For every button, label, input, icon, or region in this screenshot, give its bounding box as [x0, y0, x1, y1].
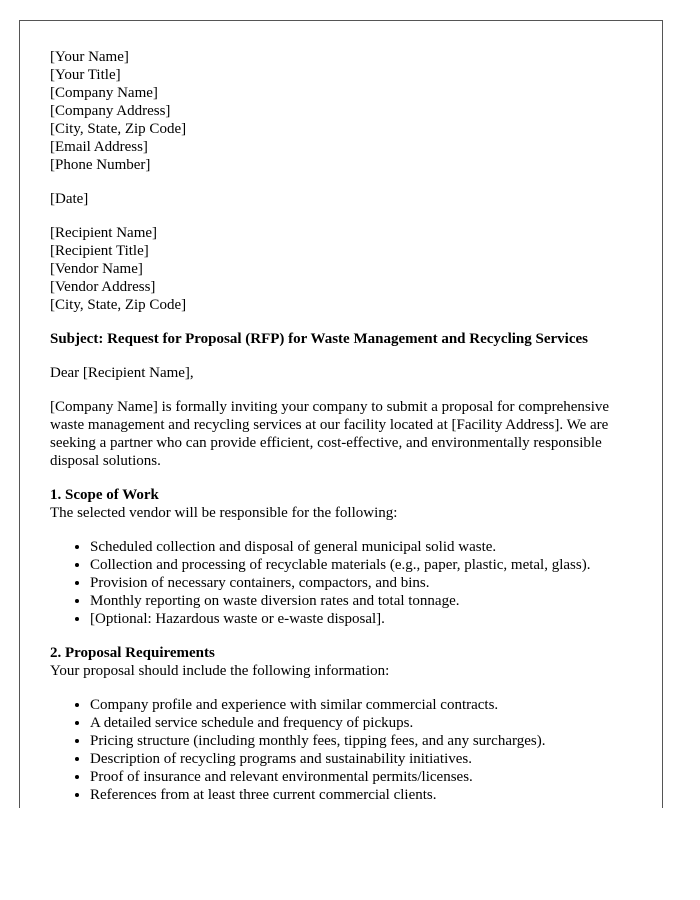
recipient-line: [Vendor Address] [50, 279, 156, 295]
list-item: • Company profile and experience with similar commercial contracts. [90, 696, 632, 714]
section-lead: The selected vendor will be responsible for the following: [50, 505, 398, 521]
sender-line: [Email Address] [50, 139, 148, 155]
list-item: • Scheduled collection and disposal of general municipal solid waste. [90, 538, 632, 556]
recipient-line: [City, State, Zip Code] [50, 297, 187, 313]
list-item: • [Optional: Hazardous waste or e-waste disposal]. [90, 610, 632, 628]
sender-line: [Your Name] [50, 49, 129, 65]
sender-line: [City, State, Zip Code] [50, 121, 187, 137]
recipient-line: [Recipient Title] [50, 243, 149, 259]
letter-page [19, 20, 663, 808]
subject-line: Subject: Request for Proposal (RFP) for Waste Management and Recycling Services [50, 331, 588, 347]
sender-line: [Company Address] [50, 103, 171, 119]
list-item: • Description of recycling programs and sustainability initiatives. [90, 750, 632, 768]
list-item: • A detailed service schedule and frequency of pickups. [90, 714, 632, 732]
recipient-line: [Recipient Name] [50, 225, 158, 241]
recipient-block [50, 224, 632, 314]
date: [Date] [50, 191, 89, 207]
sender-line: [Phone Number] [50, 157, 151, 173]
scope-list [50, 538, 632, 628]
salutation: Dear [Recipient Name], [50, 365, 194, 381]
list-item: • Pricing structure (including monthly fees, tipping fees, and any surcharges). [90, 732, 632, 750]
list-item: • Collection and processing of recyclable materials (e.g., paper, plastic, metal, glass). [90, 556, 632, 574]
list-item: • References from at least three current commercial clients. [90, 786, 632, 804]
sender-block [50, 48, 632, 174]
section-heading-requirements: 2. Proposal Requirements [50, 645, 215, 661]
sender-line: [Company Name] [50, 85, 158, 101]
recipient-line: [Vendor Name] [50, 261, 143, 277]
list-item: • Proof of insurance and relevant environmental permits/licenses. [90, 768, 632, 786]
requirements-list [50, 696, 632, 804]
sender-line: [Your Title] [50, 67, 121, 83]
list-item: • Provision of necessary containers, compactors, and bins. [90, 574, 632, 592]
list-item: • Monthly reporting on waste diversion rates and total tonnage. [90, 592, 632, 610]
section-heading-scope: 1. Scope of Work [50, 487, 159, 503]
section-lead: Your proposal should include the following information: [50, 663, 390, 679]
intro-paragraph: [Company Name] is formally inviting your company to submit a proposal for comprehensive waste management and recycling services at our facility located at [Facility Address]. We are seeking a partner who can provide efficient, cost-effective, and environmentally responsible disposal solutions. [50, 399, 610, 469]
